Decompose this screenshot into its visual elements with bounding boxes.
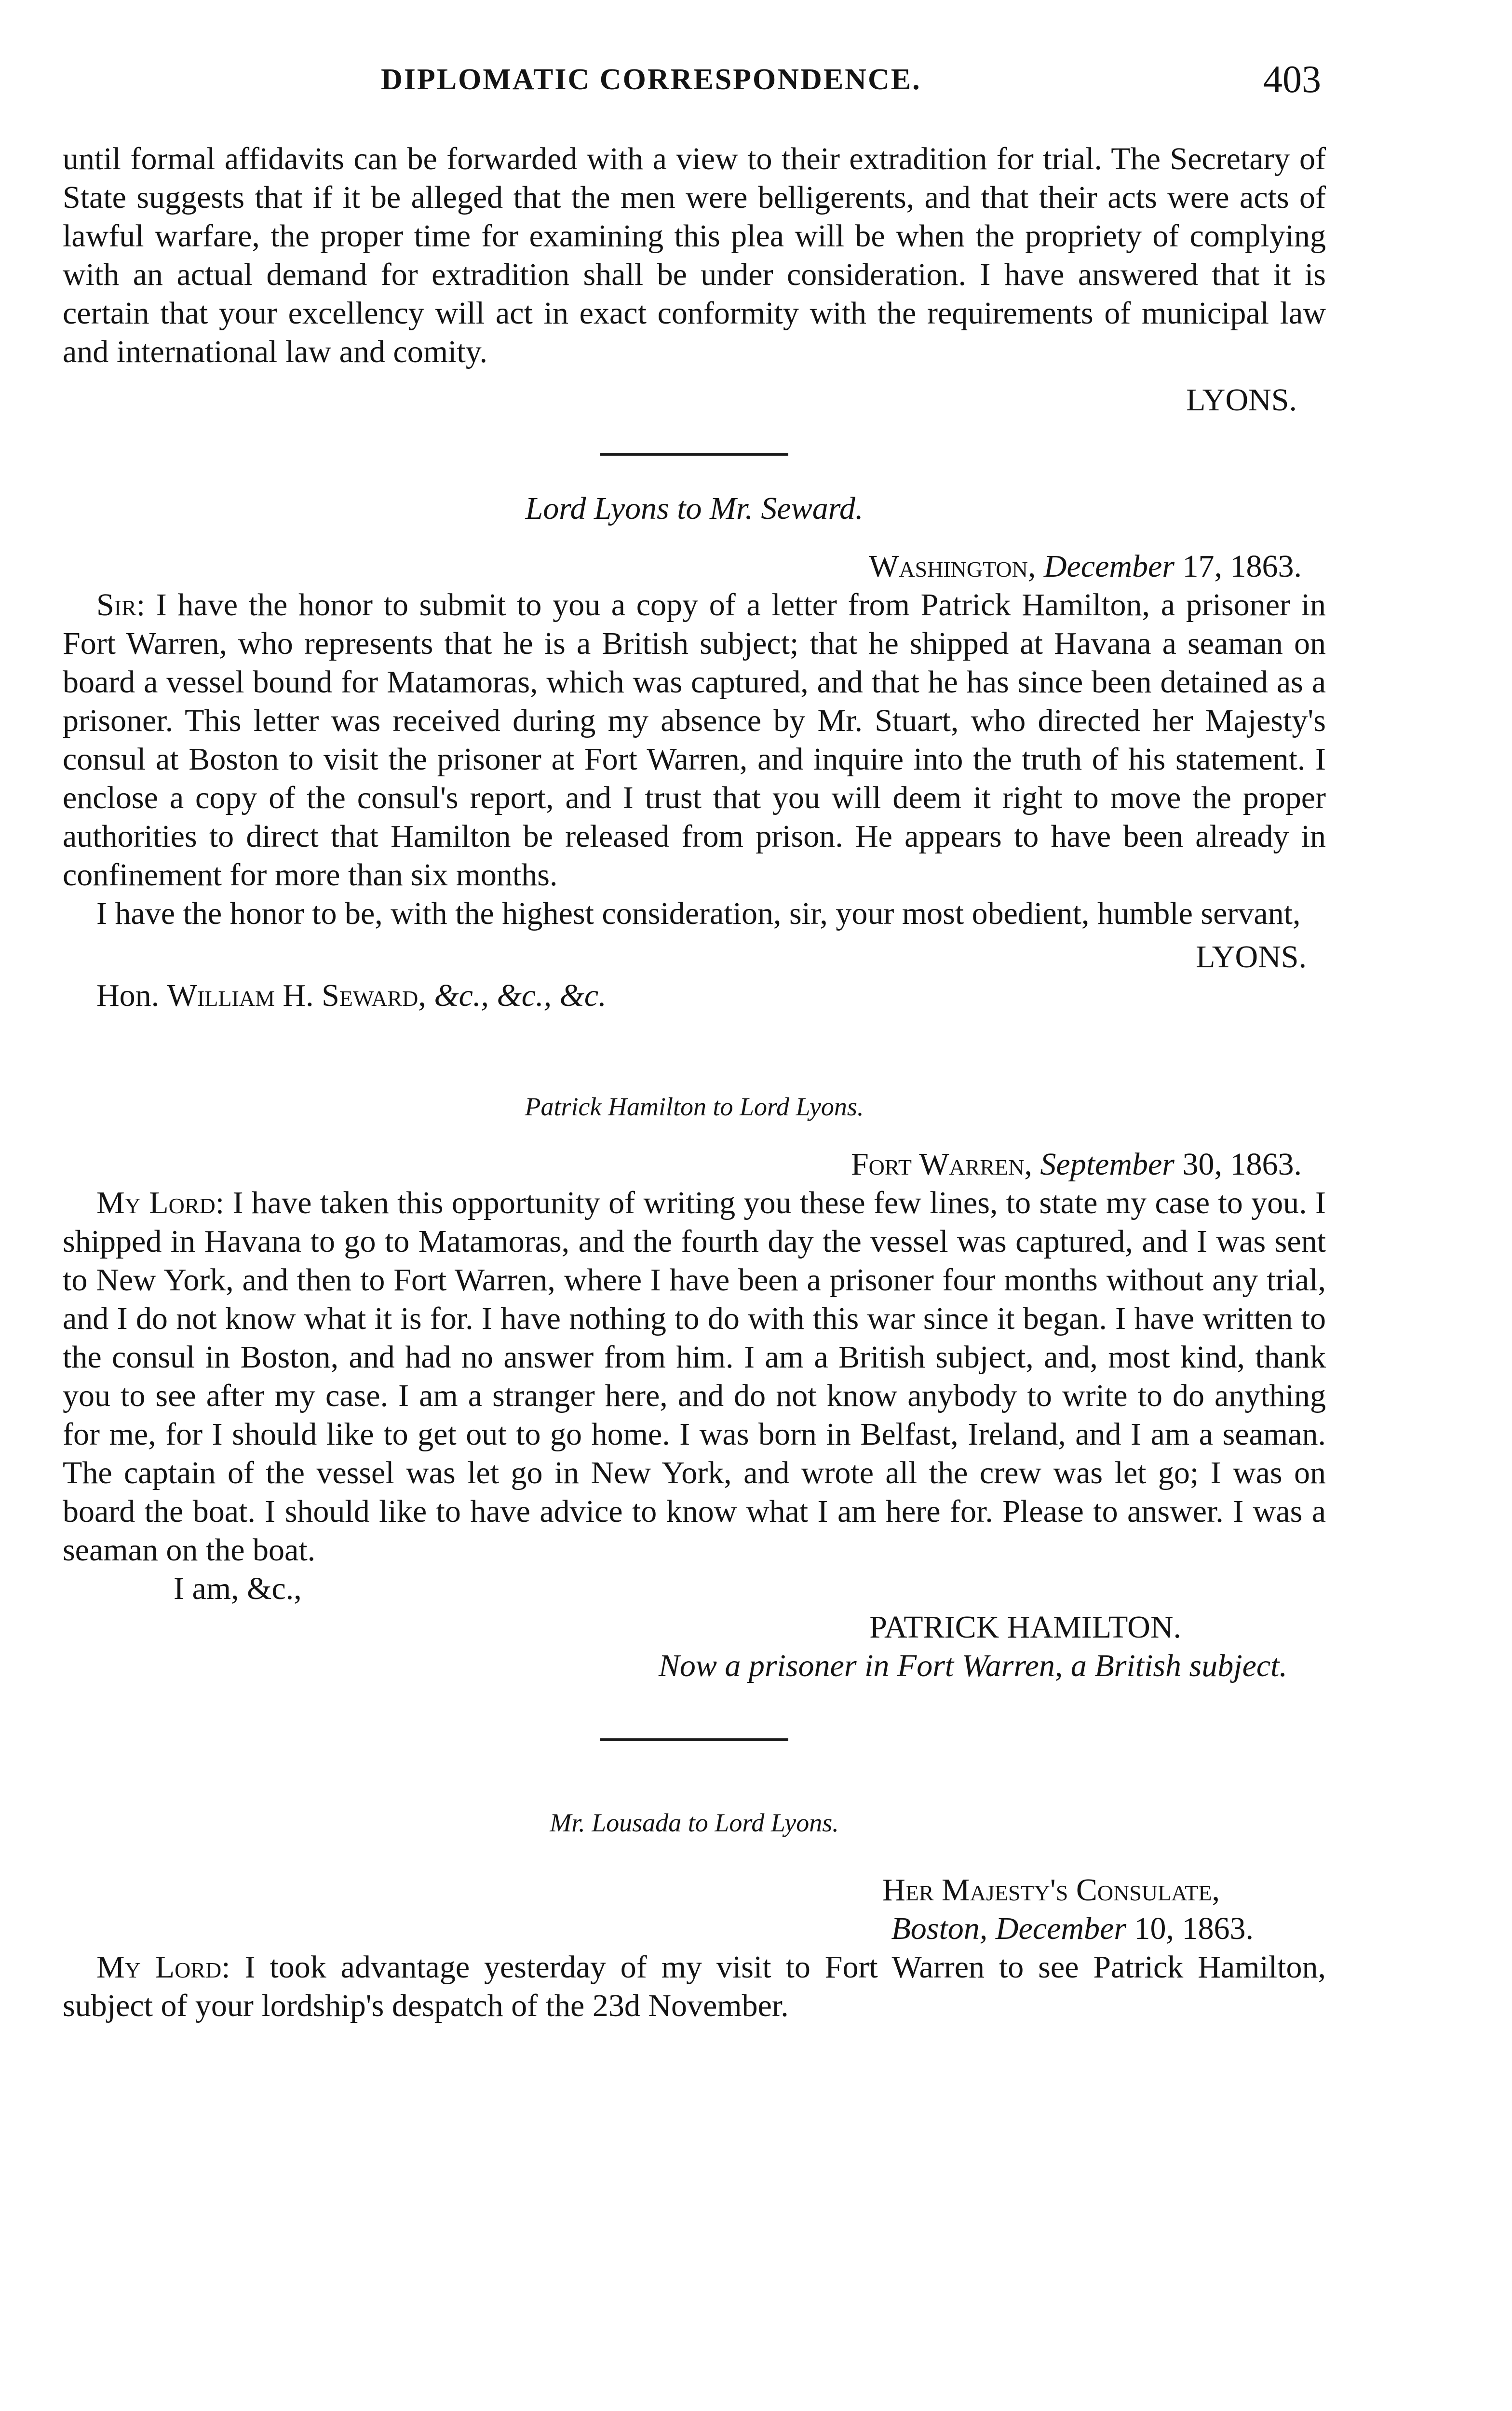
dateline-day: 10, 1863. [1134, 1911, 1254, 1946]
paragraph-text: I took advantage yesterday of my visit to Fort Warren to see Patrick Hamilton, subject of your lordship's despatch of the 23d November. [63, 1950, 1326, 2023]
salutation: Sir: [96, 587, 146, 623]
continuation-paragraph: until formal affidavits can be forwarded with a view to their extradition for trial. The Secretary of State suggests that if it be alleged that the men were belligerents, and that their acts were acts of lawful warfare, the proper time for examining this plea will be when the propriety of complying with an actual demand for extradition shall be under consideration. I have answered that it is certain that your excellency will act in exact conformity with the requirements of municipal law and international law and comity. [63, 141, 1326, 369]
dateline-day: 17, 1863. [1182, 549, 1302, 584]
page-body [63, 140, 1326, 2025]
dateline-place: Fort Warren, [850, 1147, 1032, 1182]
dateline-month: September [1040, 1147, 1174, 1182]
salutation: My Lord: [96, 1950, 230, 1985]
letter-dateline [63, 1910, 1326, 1948]
paragraph-text: I have taken this opportunity of writing you these few lines, to state my case to you. I shipped in Havana to go to Matamoras, and the fourth day the vessel was captured, and I was sent to New York, and then to Fort Warren, where I have been a prisoner four months without any trial, and I do not know what it is for. I have nothing to do with this war since it began. I have written to the consul in Boston, and had no answer from him. I am a British subject, and, most kind, thank you to see after my case. I am a stranger here, and do not know anybody to write to do anything for me, for I should like to get out to go home. I was born in Belfast, Ireland, and I am a seaman. The captain of the vessel was let go in New York, and wrote all the crew was let go; I was on board the boat. I should like to have advice to know what I am here for. Please to answer. I was a seaman on the boat. [63, 1185, 1326, 1568]
addressee-name: William H. Seward, [167, 978, 426, 1013]
running-title: DIPLOMATIC CORRESPONDENCE. [381, 63, 921, 96]
running-head [0, 58, 1512, 111]
addressee-line [63, 976, 1326, 1015]
dateline-month: December [1043, 549, 1174, 584]
letter-paragraph [63, 1184, 1326, 1570]
page-number: 403 [1263, 58, 1321, 101]
letter-heading: Lord Lyons to Mr. Seward. [525, 491, 864, 526]
addressee-suffix: &c., &c., &c. [434, 978, 607, 1013]
dateline-month: December [995, 1911, 1126, 1946]
letter-heading: Mr. Lousada to Lord Lyons. [550, 1808, 839, 1837]
signature-lyons-1: LYONS. [1186, 382, 1297, 418]
letter-dateline [63, 1145, 1326, 1184]
letter-heading: Patrick Hamilton to Lord Lyons. [525, 1092, 864, 1121]
closing-line: I am, &c., [174, 1571, 302, 1606]
letter-paragraph [63, 1948, 1326, 2025]
dateline-place: Washington, [869, 549, 1036, 584]
salutation: My Lord: [96, 1185, 225, 1220]
dateline-day: 30, 1863. [1182, 1147, 1302, 1182]
addressee-prefix: Hon. [96, 978, 160, 1013]
signature-note: Now a prisoner in Fort Warren, a British subject. [658, 1648, 1287, 1683]
paragraph-text: I have the honor to submit to you a copy of a letter from Patrick Hamilton, a prisoner in Fort Warren, who represents that he is a British subject; that he shipped at Havana a seaman on board a vessel bound for Matamoras, which was captured, and that he has since been detained as a prisoner. This letter was received during my absence by Mr. Stuart, who directed her Majesty's consul at Boston to visit the prisoner at Fort Warren, and inquire into the truth of his statement. I enclose a copy of the consul's report, and I trust that you will deem it right to move the proper authorities to direct that Hamilton be released from prison. He appears to have been already in confinement for more than six months. [63, 587, 1326, 893]
dateline-place: Boston, [891, 1911, 988, 1946]
signature-hamilton: PATRICK HAMILTON. [869, 1610, 1181, 1645]
letter-paragraph [63, 586, 1326, 894]
signature-lyons-2: LYONS. [1196, 939, 1307, 975]
letter-dateline [63, 547, 1326, 586]
closing-paragraph: I have the honor to be, with the highest consideration, sir, your most obedient, humble servant, [96, 896, 1301, 931]
dateline-consulate: Her Majesty's Consulate, [882, 1872, 1220, 1908]
